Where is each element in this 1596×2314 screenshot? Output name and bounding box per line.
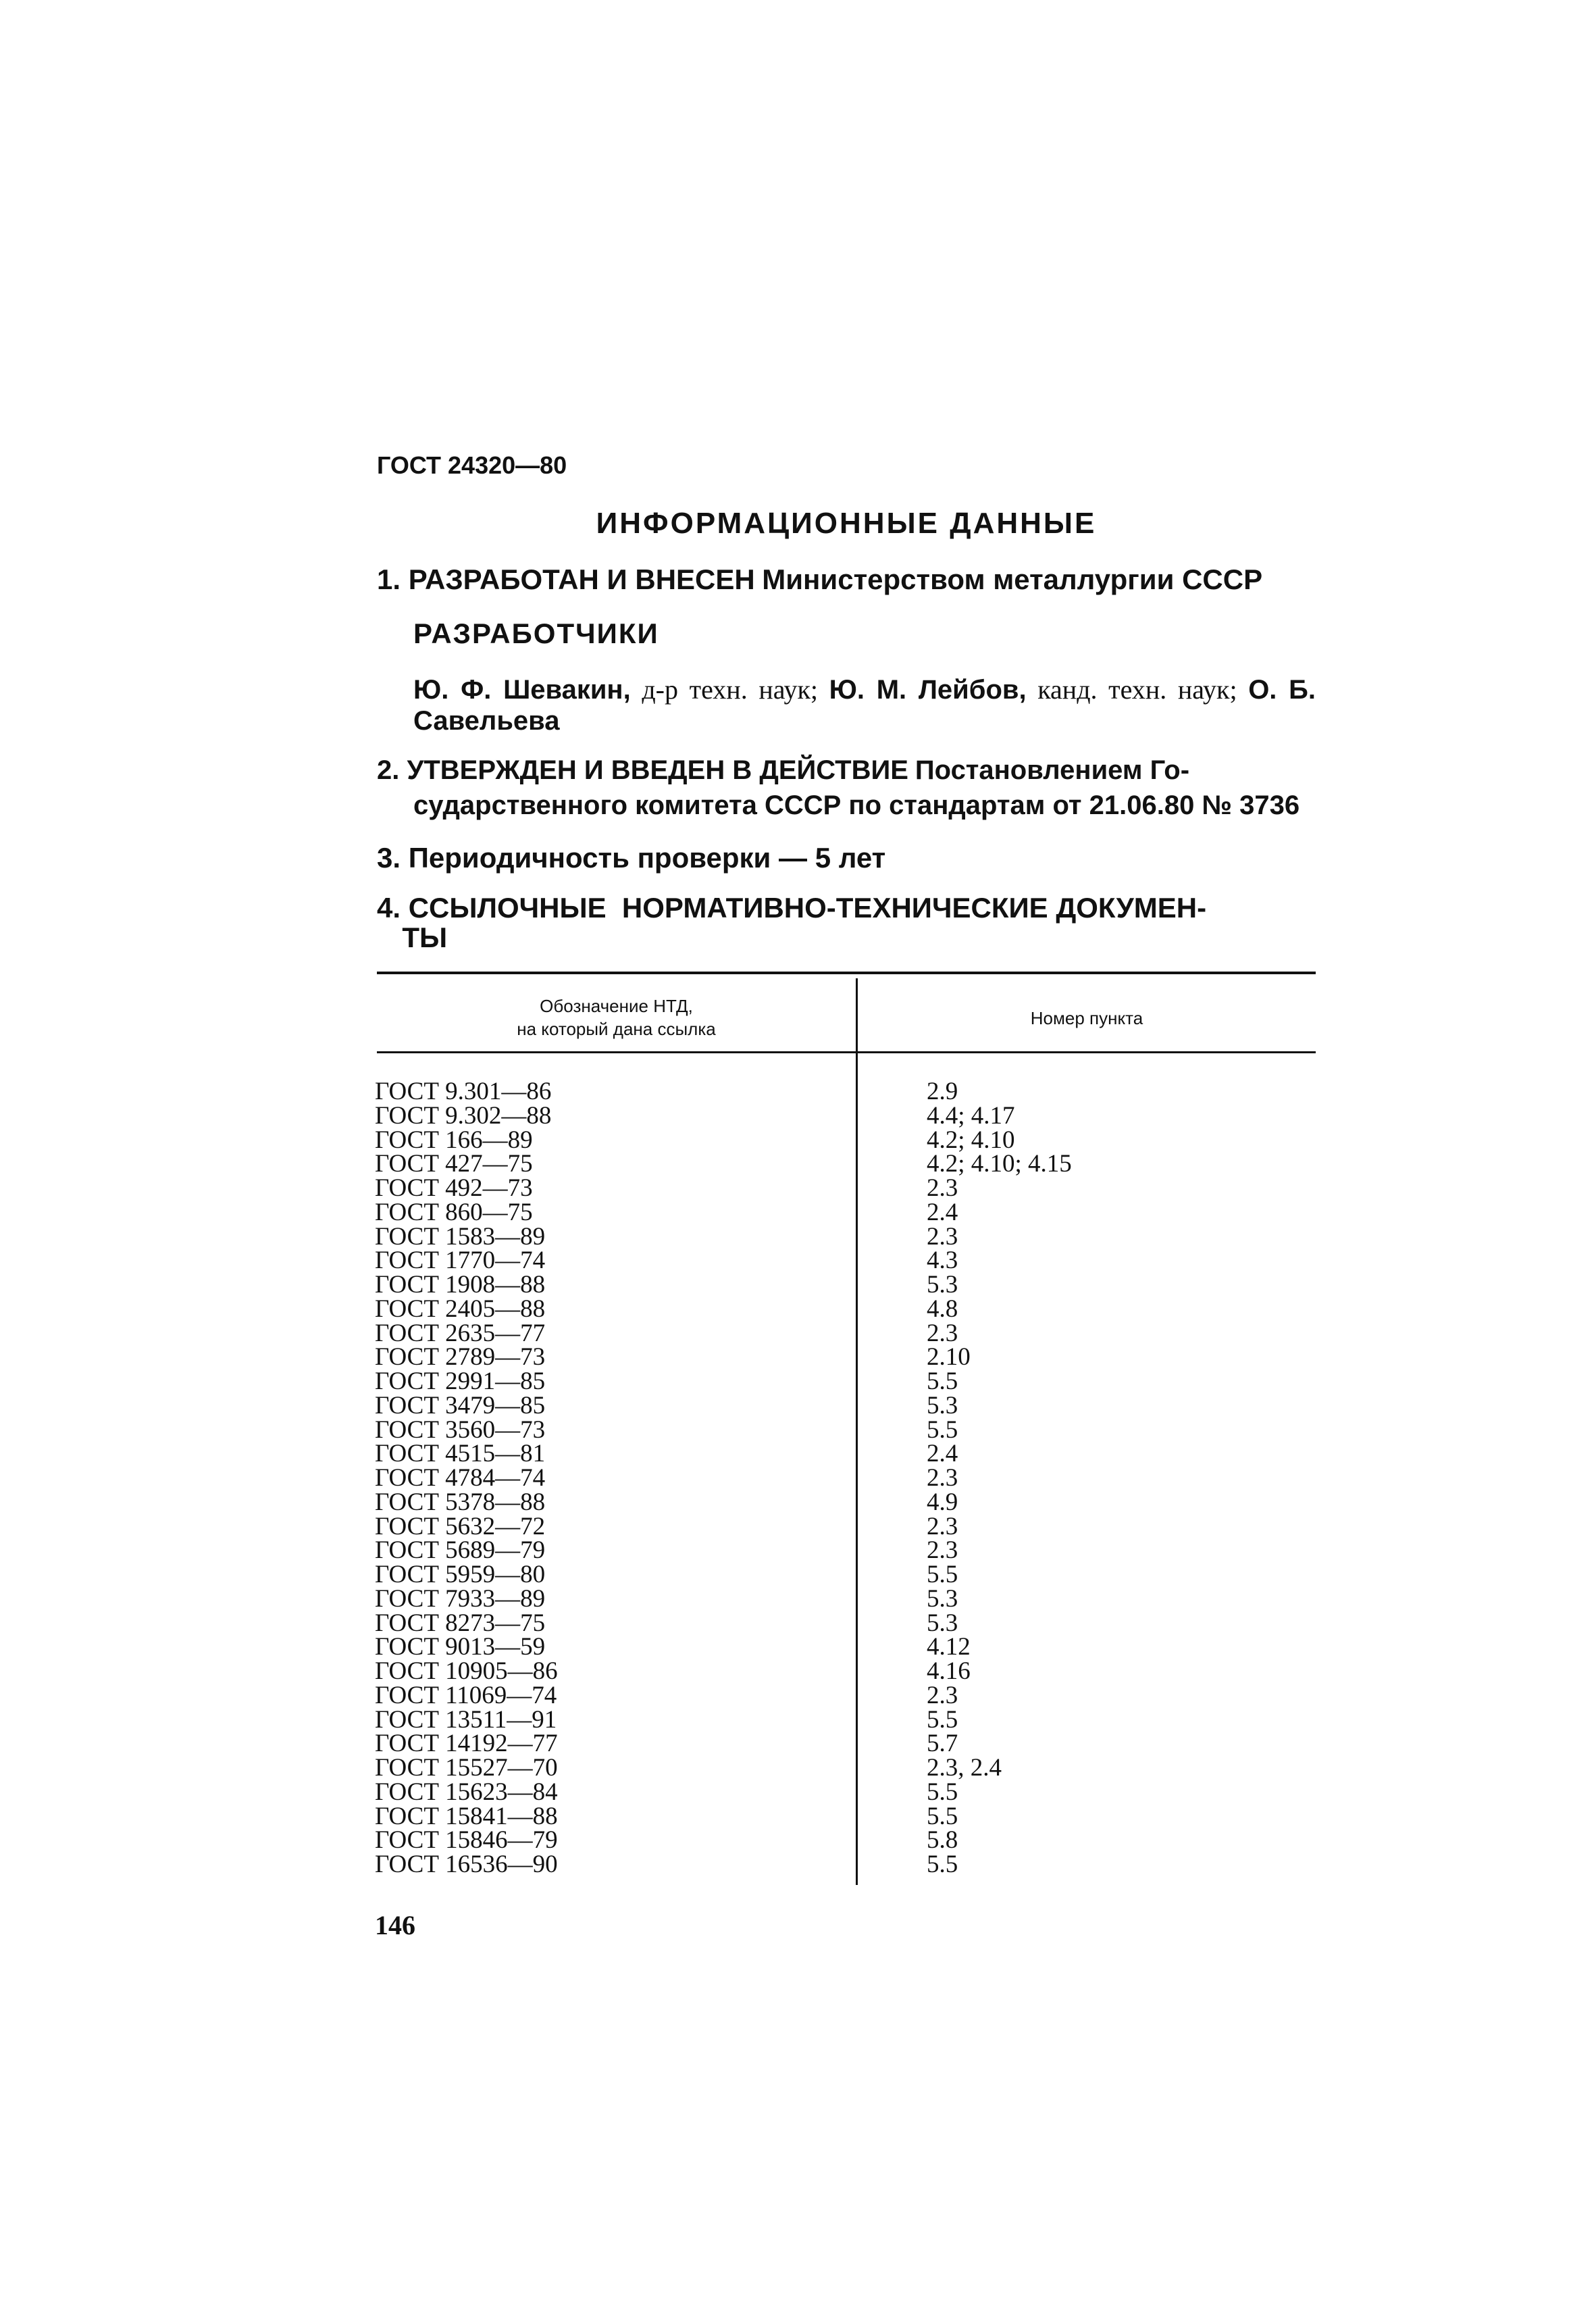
table-row-designation: ГОСТ 860—75: [375, 1198, 533, 1226]
table-row-clause: 4.2; 4.10; 4.15: [927, 1150, 1072, 1178]
table-row-designation: ГОСТ 9013—59: [375, 1633, 546, 1661]
developer-name: Ю. М. Лейбов,: [829, 675, 1027, 705]
table-row-clause: 2.10: [927, 1343, 971, 1372]
table-header-clause: Номер пункта: [1030, 1008, 1143, 1028]
item-4: [377, 893, 1316, 953]
table-row-designation: ГОСТ 3479—85: [375, 1391, 546, 1419]
table-row-designation: ГОСТ 13511—91: [375, 1705, 557, 1734]
table-row-designation: ГОСТ 15846—79: [375, 1826, 558, 1855]
table-row-clause: 2.3: [927, 1512, 958, 1540]
table-row-designation: ГОСТ 14192—77: [375, 1730, 558, 1758]
table-row-clause: 5.5: [927, 1851, 958, 1878]
table-row-designation: ГОСТ 3560—73: [375, 1415, 546, 1444]
table-row-designation: ГОСТ 2789—73: [375, 1343, 546, 1372]
table-row-designation: ГОСТ 7933—89: [375, 1584, 546, 1613]
table-row-clause: 2.9: [927, 1078, 958, 1105]
table-row-clause: 5.5: [927, 1415, 958, 1444]
table-row-designation: ГОСТ 2405—88: [375, 1294, 546, 1323]
item-2: [377, 753, 1316, 823]
page-title: ИНФОРМАЦИОННЫЕ ДАННЫЕ: [596, 507, 1097, 540]
table-row-designation: ГОСТ 5378—88: [375, 1488, 546, 1516]
item-1: [377, 563, 1316, 597]
table-row-clause: 2.3, 2.4: [927, 1754, 1002, 1782]
table-row-clause: 5.5: [927, 1802, 958, 1830]
developers-list: [413, 674, 1316, 736]
table-row-designation: ГОСТ 5632—72: [375, 1512, 546, 1540]
item-4-line-2: ТЫ: [402, 922, 448, 953]
table-row-designation: ГОСТ 2991—85: [375, 1367, 546, 1395]
item-2-label: 2. УТВЕРЖДЕН И ВВЕДЕН В ДЕЙСТВИЕ: [377, 755, 908, 785]
table-row-clause: 4.16: [927, 1657, 971, 1685]
table-row-designation: ГОСТ 4515—81: [375, 1440, 546, 1468]
table-row-clause: 5.3: [927, 1391, 958, 1419]
developers-heading: РАЗРАБОТЧИКИ: [413, 618, 659, 649]
table-row-designation: ГОСТ 427—75: [375, 1150, 533, 1178]
table-row-designation: ГОСТ 9.301—86: [375, 1078, 552, 1105]
table-row-clause: 2.3: [927, 1536, 958, 1565]
table-row-clause: 4.4; 4.17: [927, 1101, 1015, 1130]
table-row-clause: 5.5: [927, 1367, 958, 1395]
item-3: 3. Периодичность проверки — 5 лет: [377, 842, 886, 874]
table-row-clause: 5.3: [927, 1584, 958, 1613]
table-row-designation: ГОСТ 1583—89: [375, 1222, 546, 1251]
table-row-designation: ГОСТ 166—89: [375, 1126, 533, 1154]
table-row-designation: ГОСТ 8273—75: [375, 1609, 546, 1637]
table-row-clause: 5.7: [927, 1730, 958, 1758]
developer-name: О. Б. Савельева: [413, 675, 1316, 736]
table-row-clause: 5.5: [927, 1778, 958, 1806]
table-row-clause: 2.3: [927, 1464, 958, 1492]
table-column-divider: [856, 978, 858, 1885]
table-row-clause: 4.9: [927, 1488, 958, 1516]
table-row-clause: 5.8: [927, 1826, 958, 1855]
header-line: Обозначение НТД,: [540, 996, 693, 1016]
table-row-clause: 4.8: [927, 1294, 958, 1323]
table-row-clause: 4.12: [927, 1633, 971, 1661]
table-row-clause: 4.3: [927, 1247, 958, 1275]
item-4-line-1: 4. ССЫЛОЧНЫЕ НОРМАТИВНО-ТЕХНИЧЕСКИЕ ДОКУМЕН-: [377, 892, 1207, 924]
table-row-clause: 5.3: [927, 1609, 958, 1637]
table-row-designation: ГОСТ 2635—77: [375, 1319, 546, 1347]
designation-column: [375, 1080, 558, 1877]
table-row-designation: ГОСТ 5689—79: [375, 1536, 546, 1565]
table-row-clause: 5.3: [927, 1271, 958, 1299]
table-row-clause: 2.4: [927, 1198, 958, 1226]
table-row-clause: 2.4: [927, 1440, 958, 1468]
item-1-text: Министерством металлургии СССР: [762, 563, 1263, 595]
table-row-clause: 4.2; 4.10: [927, 1126, 1015, 1154]
table-row-designation: ГОСТ 9.302—88: [375, 1101, 552, 1130]
table-row-designation: ГОСТ 10905—86: [375, 1657, 558, 1685]
table-row-designation: ГОСТ 1770—74: [375, 1247, 546, 1275]
developer-title: д-р техн. наук;: [630, 674, 829, 705]
item-2-text-2: сударственного комитета СССР по стандартам от 21.06.80 № 3736: [413, 790, 1300, 820]
developer-name: Ю. Ф. Шевакин,: [413, 675, 631, 705]
table-header-rule: [377, 1051, 1316, 1053]
table-row-designation: ГОСТ 16536—90: [375, 1851, 558, 1878]
table-row-designation: ГОСТ 15841—88: [375, 1802, 558, 1830]
developer-title: канд. техн. наук;: [1026, 674, 1249, 705]
header-line: на который дана ссылка: [517, 1019, 716, 1039]
clause-column: [927, 1080, 1072, 1877]
table-row-designation: ГОСТ 4784—74: [375, 1464, 546, 1492]
table-top-rule: [377, 972, 1316, 974]
table-row-designation: ГОСТ 1908—88: [375, 1271, 546, 1299]
table-row-clause: 5.5: [927, 1705, 958, 1734]
page-number: 146: [375, 1910, 415, 1940]
table-row-clause: 2.3: [927, 1174, 958, 1202]
table-header-designation: [377, 995, 856, 1040]
table-row-clause: 2.3: [927, 1681, 958, 1709]
table-row-clause: 5.5: [927, 1561, 958, 1588]
table-row-designation: ГОСТ 15527—70: [375, 1754, 558, 1782]
item-2-text-1: Постановлением Го-: [915, 755, 1190, 785]
table-row-clause: 2.3: [927, 1222, 958, 1251]
table-row-designation: ГОСТ 5959—80: [375, 1561, 546, 1588]
table-row-designation: ГОСТ 15623—84: [375, 1778, 558, 1806]
table-row-designation: ГОСТ 492—73: [375, 1174, 533, 1202]
item-1-label: 1. РАЗРАБОТАН И ВНЕСЕН: [377, 563, 755, 595]
table-row-designation: ГОСТ 11069—74: [375, 1681, 557, 1709]
table-row-clause: 2.3: [927, 1319, 958, 1347]
document-code: ГОСТ 24320—80: [377, 451, 567, 479]
